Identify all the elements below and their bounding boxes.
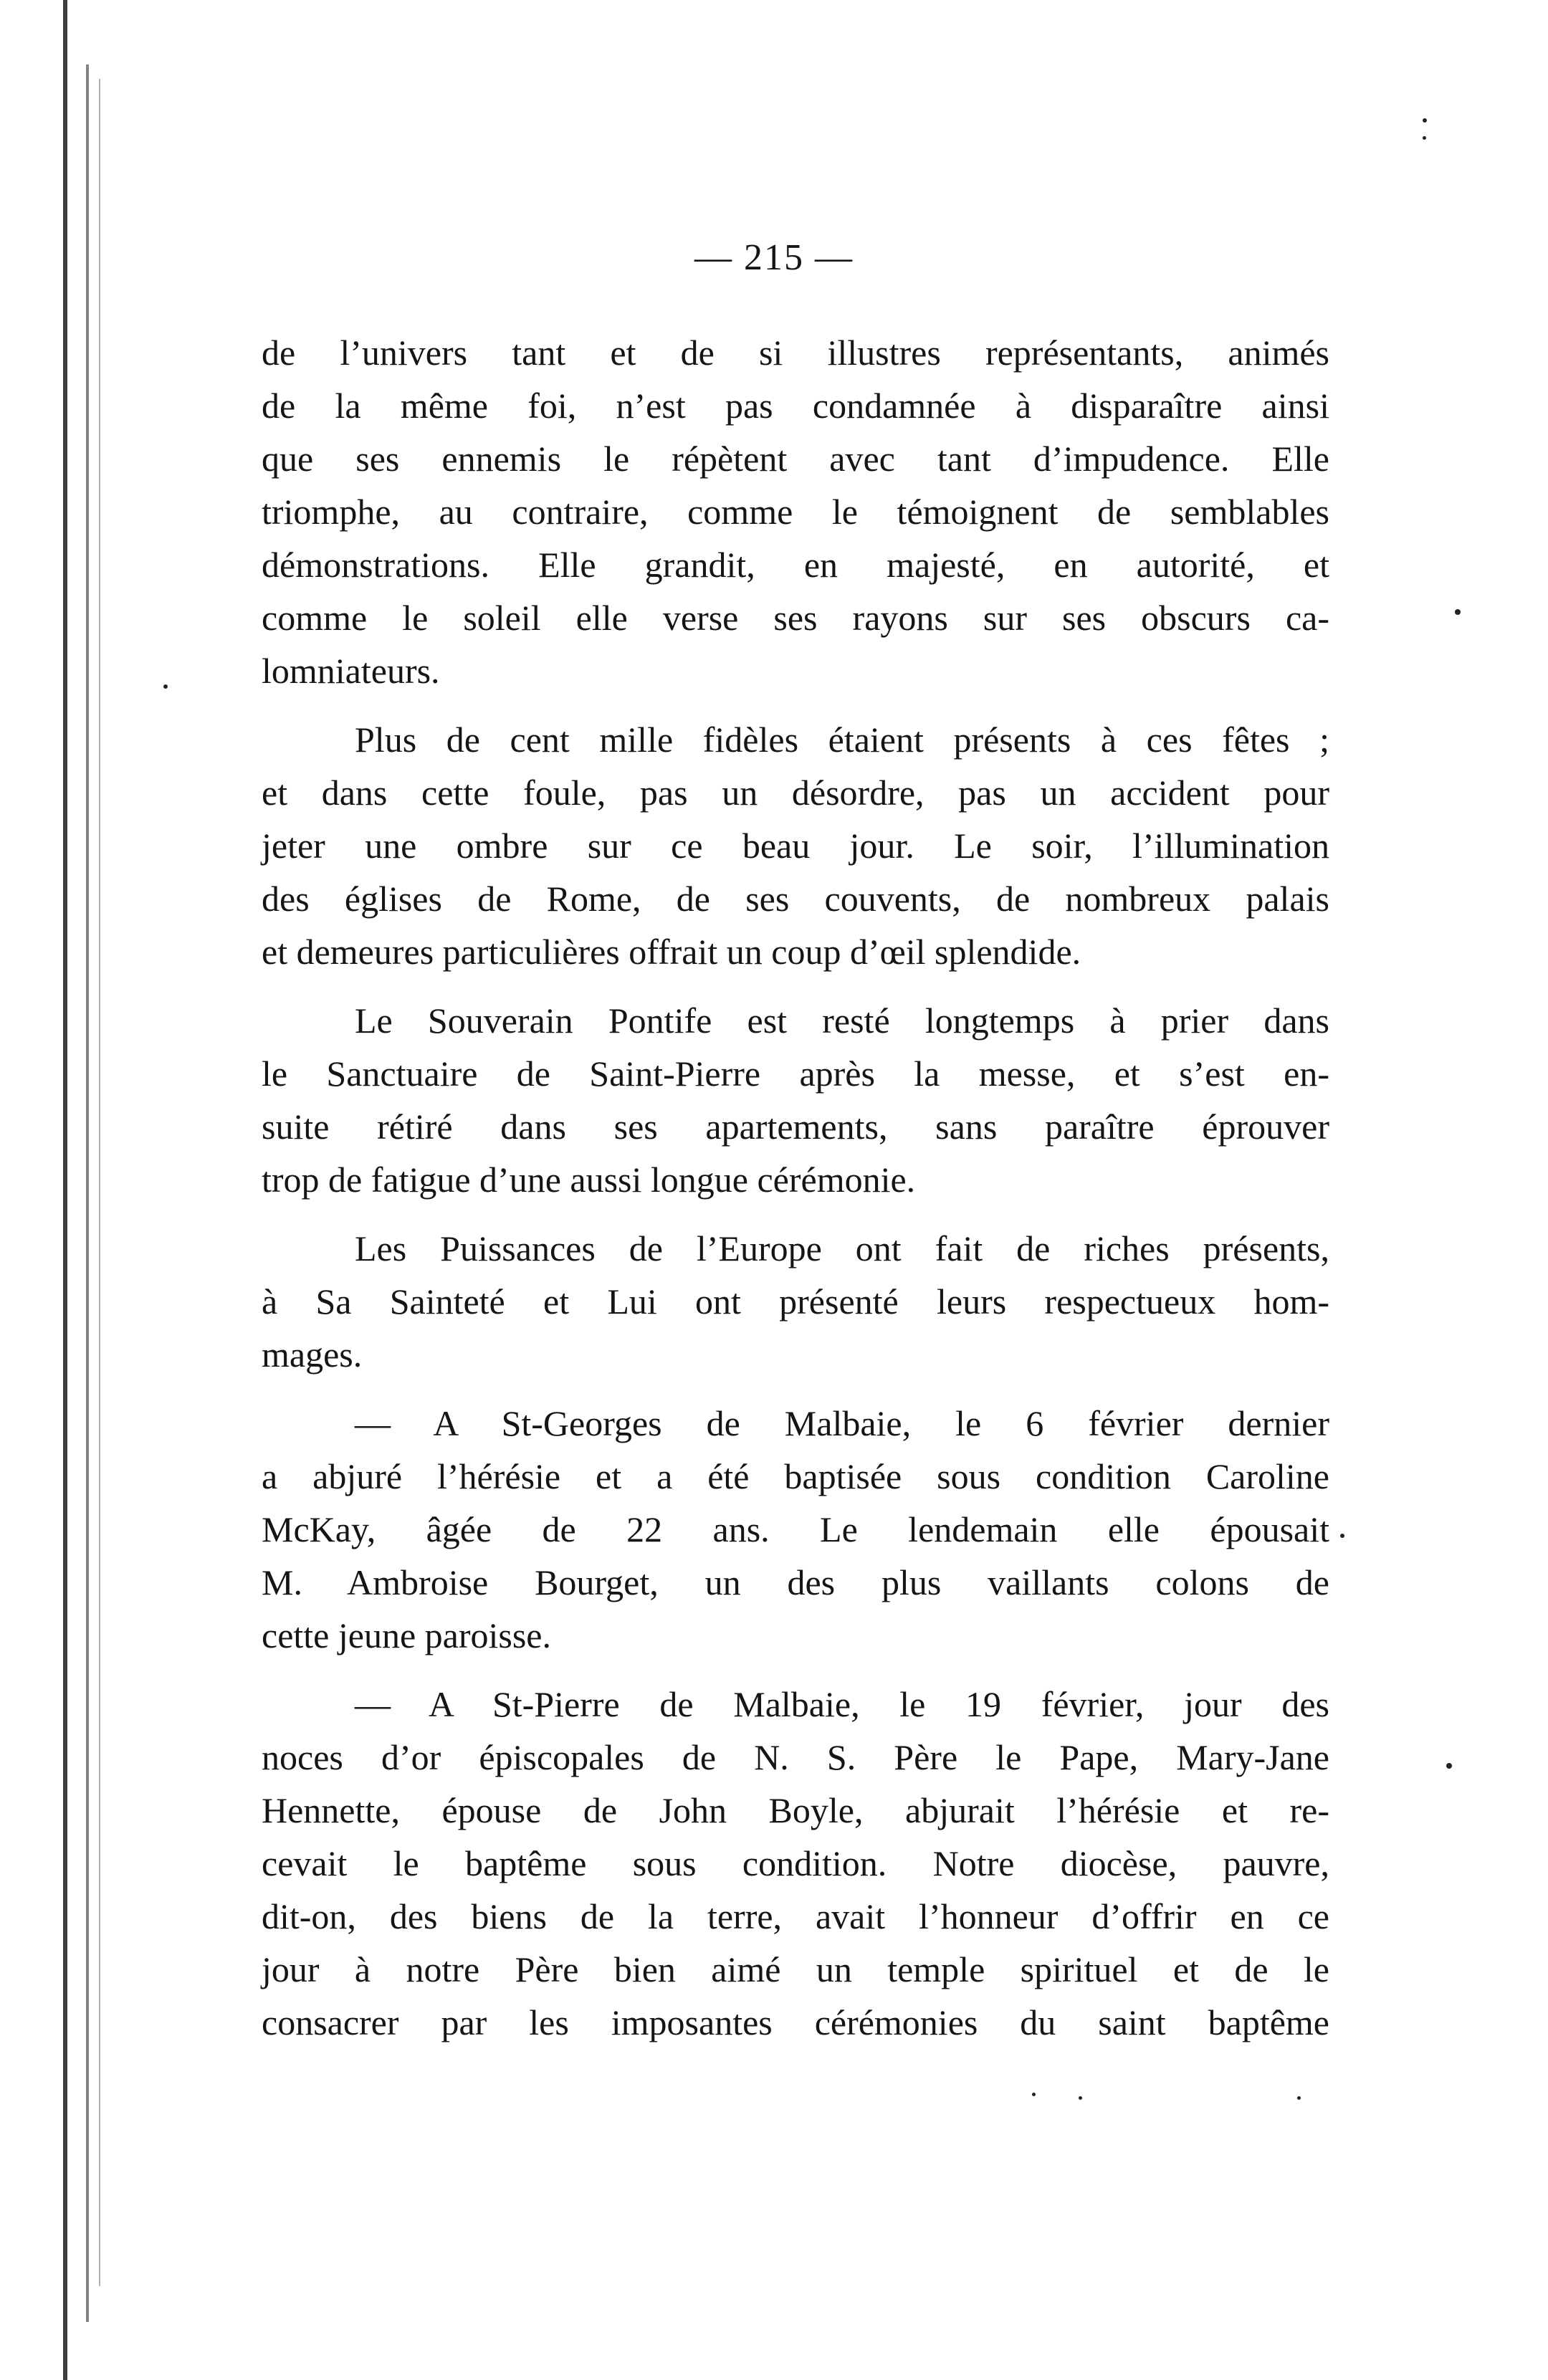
binding-edge-shadow [99,79,100,2286]
text-line: des églises de Rome, de ses couvents, de nombreux palais [262,879,1329,919]
scan-speck [1423,136,1426,140]
scan-speck [163,684,168,689]
text-line: de la même foi, n’est pas condamnée à disparaître ainsi [262,386,1329,426]
text-line: McKay, âgée de 22 ans. Le lendemain elle épousait [262,1509,1329,1549]
text-line: Hennette, épouse de John Boyle, abjurait l’hérésie et re- [262,1790,1329,1830]
text-line: consacrer par les imposantes cérémonies du saint baptême [262,2002,1329,2042]
text-line: Les Puissances de l’Europe ont fait de riches présents, [355,1228,1329,1268]
scan-speck [1032,2093,1036,2096]
text-line: jour à notre Père bien aimé un temple spirituel et de le [262,1949,1329,1989]
scan-speck [1446,1763,1452,1769]
scan-speck [1079,2096,1082,2100]
text-line: lomniateurs. [262,651,440,691]
text-line: de l’univers tant et de si illustres représentants, animés [262,333,1329,373]
text-line: — A St-Georges de Malbaie, le 6 février dernier [355,1403,1329,1443]
text-line: trop de fatigue d’une aussi longue cérémonie. [262,1160,916,1200]
text-line: jeter une ombre sur ce beau jour. Le soir, l’illumination [262,826,1329,866]
scan-speck [1340,1534,1344,1538]
text-line: Plus de cent mille fidèles étaient présents à ces fêtes ; [355,720,1329,760]
text-line: M. Ambroise Bourget, un des plus vaillants colons de [262,1562,1329,1602]
text-line: à Sa Sainteté et Lui ont présenté leurs respectueux hom- [262,1281,1329,1322]
text-line: cevait le baptême sous condition. Notre diocèse, pauvre, [262,1843,1329,1883]
text-line: cette jeune paroisse. [262,1615,551,1655]
scan-speck [1455,609,1461,615]
text-line: le Sanctuaire de Saint-Pierre après la messe, et s’est en- [262,1053,1329,1094]
text-line: dit-on, des biens de la terre, avait l’honneur d’offrir en ce [262,1896,1329,1936]
scan-speck [1423,118,1427,123]
scan-speck [1297,2096,1301,2100]
text-line: et dans cette foule, pas un désordre, pas un accident pour [262,773,1329,813]
page-number: — 215 — [694,237,854,278]
text-line: et demeures particulières offrait un coup d’œil splendide. [262,932,1081,972]
binding-edge-shadow [86,64,89,2322]
text-line: — A St-Pierre de Malbaie, le 19 février, jour des [355,1684,1329,1724]
text-line: suite rétiré dans ses apartements, sans paraître éprouver [262,1107,1329,1147]
text-line: comme le soleil elle verse ses rayons sur ses obscurs ca- [262,598,1329,638]
text-line: noces d’or épiscopales de N. S. Père le Pape, Mary-Jane [262,1737,1329,1777]
text-line: a abjuré l’hérésie et a été baptisée sous condition Caroline [262,1456,1329,1496]
text-line: démonstrations. Elle grandit, en majesté, en autorité, et [262,545,1329,585]
body-text [262,326,1329,2049]
text-line: que ses ennemis le répètent avec tant d’impudence. Elle [262,439,1329,479]
binding-edge [63,0,67,2380]
text-line: triomphe, au contraire, comme le témoignent de semblables [262,492,1329,532]
text-line: mages. [262,1334,363,1375]
text-line: Le Souverain Pontife est resté longtemps à prier dans [355,1000,1329,1041]
